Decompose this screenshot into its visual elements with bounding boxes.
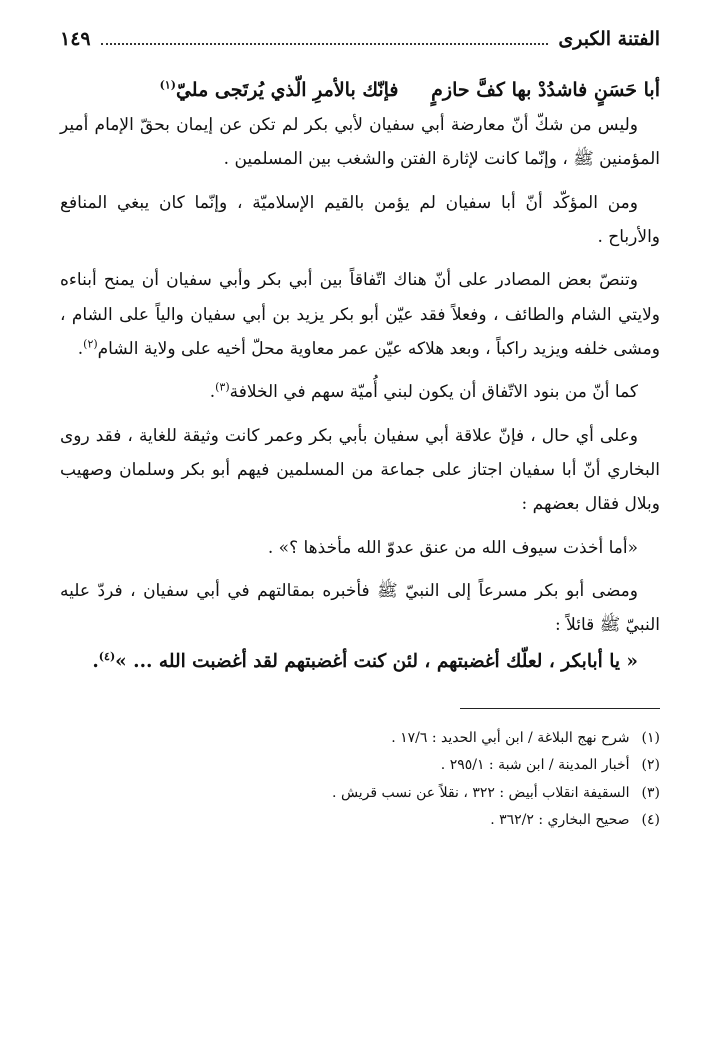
verse-hemistich-1: أبا حَسَنٍ فاشدُدْ بها كفَّ حازمٍ xyxy=(431,79,660,101)
footnote-divider xyxy=(460,708,660,709)
paragraph-1: وليس من شكّ أنّ معارضة أبي سفيان لأبي بكر لم تكن عن إيمان بحقّ الإمام أمير المؤمنين ﷺ ، وإنّما كانت لإثارة الفتن والشغب بين المسلمين . xyxy=(60,115,660,170)
poem-verse xyxy=(60,72,660,108)
footnote-ref-1: (١) xyxy=(159,78,176,92)
header-dot-leader xyxy=(101,29,549,45)
footnote-number: (٢) xyxy=(641,757,660,774)
footnote-number: (١) xyxy=(641,730,660,747)
hadith-quote xyxy=(60,643,660,680)
verse-hemistich-2: فإنّك بالأمرِ الّذي يُرتَجى مليّ xyxy=(175,79,399,101)
footnote-number: (٤) xyxy=(641,811,660,828)
quote-paragraph: «أما أخذت سيوف الله من عنق عدوّ الله مأخذها ؟» . xyxy=(267,537,638,558)
footnote-2 xyxy=(60,752,660,779)
footnote-ref-3: (٣) xyxy=(215,380,230,394)
footnote-3 xyxy=(60,780,660,807)
footnote-text: شرح نهج البلاغة / ابن أبي الحديد : ١٧/٦ . xyxy=(391,730,630,747)
footnote-text: صحيح البخاري : ٣٦٢/٢ . xyxy=(490,811,630,828)
hadith-end: . xyxy=(92,650,99,672)
paragraph-2: ومن المؤكّد أنّ أبا سفيان لم يؤمن بالقيم الإسلاميّة ، وإنّما كان يبغي المنافع والأرباح . xyxy=(60,192,660,248)
paragraph-4 xyxy=(60,375,660,409)
paragraph-5: وعلى أي حال ، فإنّ علاقة أبي سفيان بأبي بكر وعمر كانت وثيقة للغاية ، فقد روى البخاري أنّ أبا سفيان اجتاز على جماعة من المسلمين فيهم أبو بكر وسلمان وصهيب وبلال فقال بعضهم : xyxy=(60,425,660,515)
footnote-ref-2: (٢) xyxy=(83,337,98,351)
footnote-text: أخبار المدينة / ابن شبة : ٢٩٥/١ . xyxy=(440,757,630,774)
paragraph-4-text: كما أنّ من بنود الاتّفاق أن يكون لبني أُميّة سهم في الخلافة xyxy=(229,382,638,403)
paragraph-3-end: . xyxy=(77,339,84,360)
footnote-4 xyxy=(60,807,660,834)
book-page xyxy=(60,28,660,834)
paragraph-7: ومضى أبو بكر مسرعاً إلى النبيّ ﷺ فأخبره بمقالتهم في أبي سفيان ، فردّ عليه النبيّ ﷺ قائلاً : xyxy=(60,581,660,636)
footnote-text: السقيفة انقلاب أبيض : ٣٢٢ ، نقلاً عن نسب قريش . xyxy=(332,784,630,801)
page-header xyxy=(60,28,660,66)
footnotes xyxy=(60,725,660,834)
footnote-1 xyxy=(60,725,660,752)
paragraph-3 xyxy=(60,263,660,366)
paragraph-3-text: وتنصّ بعض المصادر على أنّ هناك اتّفاقاً بين أبي بكر وأبي سفيان أن يمنح أبناءه ولايتي الشام والطائف ، وفعلاً فقد عيّن أبو بكر يزيد بن أبي سفيان والياً على الشام ، ومشى خلفه ويزيد راكباً ، وبعد هلاكه عيّن عمر معاوية محلّ أخيه على ولاية الشام xyxy=(60,270,660,360)
paragraph-4-end: . xyxy=(209,382,216,403)
footnote-ref-4: (٤) xyxy=(98,649,116,663)
running-title: الفتنة الكبرى xyxy=(558,28,660,50)
hadith-text: « يا أبابكر ، لعلّك أغضبتهم ، لئن كنت أغضبتهم لقد أغضبت الله ... » xyxy=(115,650,638,672)
footnote-number: (٣) xyxy=(641,784,660,801)
page-number: ١٤٩ xyxy=(60,28,91,50)
